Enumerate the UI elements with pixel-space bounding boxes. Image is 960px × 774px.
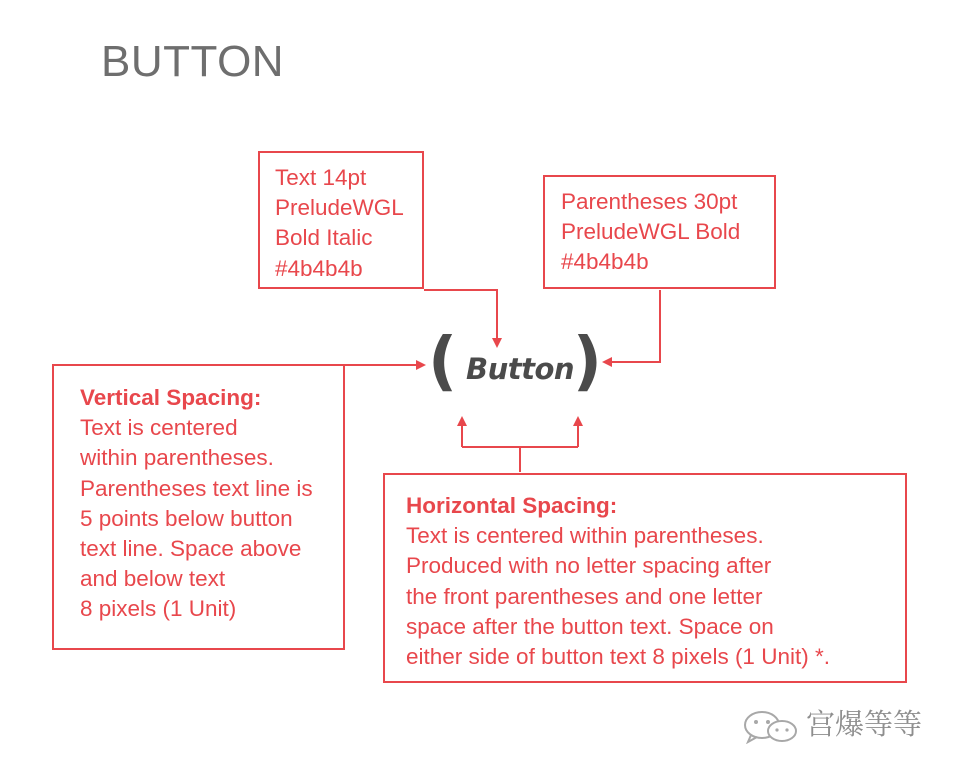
- vertical-spacing-line: 8 pixels (1 Unit): [80, 596, 237, 622]
- parentheses-spec-line: Parentheses 30pt: [561, 189, 738, 214]
- vertical-spacing-line: and below text: [80, 566, 226, 592]
- vertical-spacing-line: 5 points below button: [80, 505, 293, 531]
- button-sample-label: Button: [466, 352, 575, 386]
- close-parenthesis: ): [572, 325, 602, 399]
- wechat-icon: [742, 710, 800, 744]
- parentheses-spec-line: #4b4b4b: [561, 249, 649, 275]
- text-spec-line: #4b4b4b: [275, 255, 363, 281]
- watermark: [742, 704, 942, 748]
- horizontal-spacing-line: space after the button text. Space on: [406, 613, 774, 639]
- vertical-spacing-heading: Vertical Spacing:: [80, 385, 262, 410]
- horizontal-spacing-heading: Horizontal Spacing:: [406, 493, 618, 518]
- parentheses-spec-arrow: [604, 290, 660, 362]
- text-spec-line: Text 14pt: [275, 165, 367, 190]
- vertical-spacing-line: Parentheses text line is: [80, 475, 313, 501]
- text-spec-line: Bold Italic: [275, 225, 373, 251]
- vertical-spacing-line: Text is centered: [80, 415, 238, 441]
- text-spec-arrow: [424, 290, 497, 346]
- horizontal-spacing-line: Text is centered within parentheses.: [406, 523, 764, 549]
- text-spec-line: PreludeWGL: [275, 195, 404, 221]
- horizontal-spacing-line: either side of button text 8 pixels (1 Unit) *.: [406, 644, 830, 670]
- horizontal-spacing-line: Produced with no letter spacing after: [406, 553, 772, 579]
- vertical-spacing-line: text line. Space above: [80, 536, 302, 562]
- watermark-text: 宫爆等等: [806, 709, 923, 741]
- page-title: BUTTON: [101, 37, 285, 86]
- parentheses-spec-line: PreludeWGL Bold: [561, 219, 741, 245]
- vertical-spacing-line: within parentheses.: [80, 445, 274, 471]
- horizontal-spacing-line: the front parentheses and one letter: [406, 583, 763, 609]
- open-parenthesis: (: [428, 325, 458, 399]
